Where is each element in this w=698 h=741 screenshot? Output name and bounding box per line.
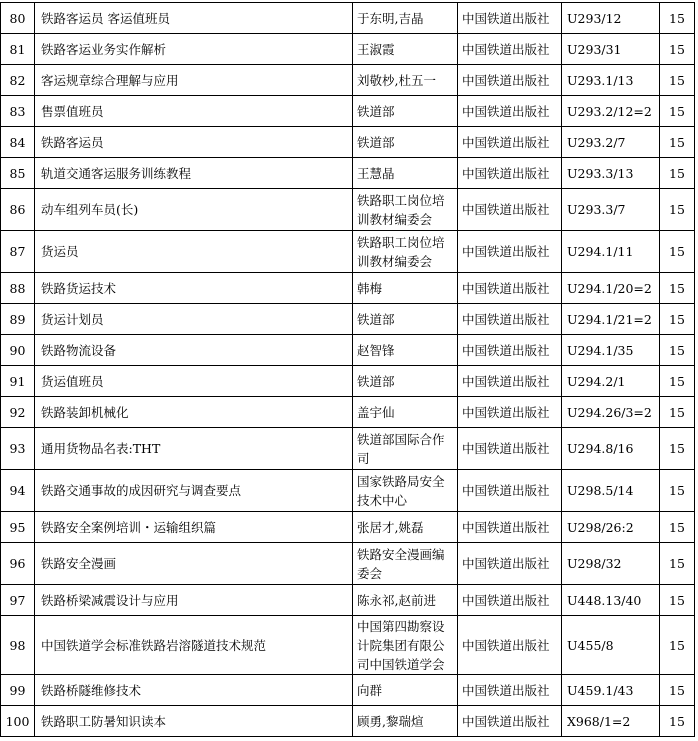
- call-number: X968/1=2: [562, 706, 660, 737]
- call-number: U293/31: [562, 34, 660, 65]
- book-author: 张居才,姚磊: [353, 512, 458, 543]
- book-publisher: 中国铁道出版社: [458, 65, 562, 96]
- table-row: [1, 65, 695, 96]
- book-author: 顾勇,黎瑞煊: [353, 706, 458, 737]
- row-number: 81: [1, 34, 35, 65]
- row-number: 92: [1, 397, 35, 428]
- row-number: 95: [1, 512, 35, 543]
- book-publisher: 中国铁道出版社: [458, 335, 562, 366]
- row-number: 93: [1, 428, 35, 470]
- book-title: 铁路桥隧维修技术: [35, 675, 353, 706]
- call-number: U294.26/3=2: [562, 397, 660, 428]
- copy-count: 15: [660, 158, 695, 189]
- copy-count: 15: [660, 3, 695, 34]
- copy-count: 15: [660, 273, 695, 304]
- book-publisher: 中国铁道出版社: [458, 470, 562, 512]
- row-number: 85: [1, 158, 35, 189]
- book-author: 王慧晶: [353, 158, 458, 189]
- book-title: 铁路桥梁减震设计与应用: [35, 585, 353, 616]
- book-publisher: 中国铁道出版社: [458, 304, 562, 335]
- copy-count: 15: [660, 428, 695, 470]
- book-author: 中国第四勘察设计院集团有限公司中国铁道学会: [353, 616, 458, 675]
- book-publisher: 中国铁道出版社: [458, 158, 562, 189]
- book-title: 售票值班员: [35, 96, 353, 127]
- book-title: 轨道交通客运服务训练教程: [35, 158, 353, 189]
- copy-count: 15: [660, 675, 695, 706]
- table-row: [1, 428, 695, 470]
- row-number: 100: [1, 706, 35, 737]
- book-publisher: 中国铁道出版社: [458, 189, 562, 231]
- call-number: U293.3/13: [562, 158, 660, 189]
- book-title: 货运计划员: [35, 304, 353, 335]
- call-number: U298/32: [562, 543, 660, 585]
- table-row: [1, 616, 695, 675]
- book-publisher: 中国铁道出版社: [458, 127, 562, 158]
- call-number: U448.13/40: [562, 585, 660, 616]
- copy-count: 15: [660, 335, 695, 366]
- book-author: 于东明,吉晶: [353, 3, 458, 34]
- book-title: 铁路货运技术: [35, 273, 353, 304]
- call-number: U293.3/7: [562, 189, 660, 231]
- book-publisher: 中国铁道出版社: [458, 366, 562, 397]
- call-number: U459.1/43: [562, 675, 660, 706]
- table-body: [1, 3, 695, 737]
- copy-count: 15: [660, 706, 695, 737]
- book-title: 货运员: [35, 231, 353, 273]
- row-number: 84: [1, 127, 35, 158]
- book-author: 韩梅: [353, 273, 458, 304]
- book-publisher: 中国铁道出版社: [458, 96, 562, 127]
- book-title: 铁路装卸机械化: [35, 397, 353, 428]
- table-row: [1, 366, 695, 397]
- row-number: 94: [1, 470, 35, 512]
- copy-count: 15: [660, 65, 695, 96]
- table-row: [1, 543, 695, 585]
- table-row: [1, 96, 695, 127]
- book-publisher: 中国铁道出版社: [458, 3, 562, 34]
- book-author: 铁路安全漫画编委会: [353, 543, 458, 585]
- row-number: 97: [1, 585, 35, 616]
- book-title: 铁路安全漫画: [35, 543, 353, 585]
- row-number: 91: [1, 366, 35, 397]
- book-publisher: 中国铁道出版社: [458, 675, 562, 706]
- book-author: 铁道部: [353, 366, 458, 397]
- book-author: 铁道部: [353, 96, 458, 127]
- book-publisher: 中国铁道出版社: [458, 428, 562, 470]
- book-publisher: 中国铁道出版社: [458, 543, 562, 585]
- book-title: 中国铁道学会标准铁路岩溶隧道技术规范: [35, 616, 353, 675]
- row-number: 98: [1, 616, 35, 675]
- book-author: 王淑霞: [353, 34, 458, 65]
- copy-count: 15: [660, 231, 695, 273]
- book-author: 铁道部: [353, 127, 458, 158]
- call-number: U298.5/14: [562, 470, 660, 512]
- table-row: [1, 189, 695, 231]
- row-number: 99: [1, 675, 35, 706]
- row-number: 82: [1, 65, 35, 96]
- book-title: 铁路职工防暑知识读本: [35, 706, 353, 737]
- book-publisher: 中国铁道出版社: [458, 397, 562, 428]
- table-row: [1, 34, 695, 65]
- table-row: [1, 470, 695, 512]
- book-title: 铁路客运业务实作解析: [35, 34, 353, 65]
- book-title: 动车组列车员(长): [35, 189, 353, 231]
- copy-count: 15: [660, 366, 695, 397]
- copy-count: 15: [660, 96, 695, 127]
- copy-count: 15: [660, 127, 695, 158]
- book-list-table: [0, 2, 695, 737]
- call-number: U293.2/7: [562, 127, 660, 158]
- table-row: [1, 335, 695, 366]
- book-title: 铁路客运员 客运值班员: [35, 3, 353, 34]
- table-row: [1, 585, 695, 616]
- table-row: [1, 127, 695, 158]
- call-number: U293/12: [562, 3, 660, 34]
- copy-count: 15: [660, 616, 695, 675]
- table-row: [1, 675, 695, 706]
- table-row: [1, 273, 695, 304]
- book-author: 国家铁路局安全技术中心: [353, 470, 458, 512]
- copy-count: 15: [660, 189, 695, 231]
- book-publisher: 中国铁道出版社: [458, 616, 562, 675]
- copy-count: 15: [660, 585, 695, 616]
- table-row: [1, 158, 695, 189]
- book-author: 铁路职工岗位培训教材编委会: [353, 189, 458, 231]
- row-number: 87: [1, 231, 35, 273]
- table-row: [1, 397, 695, 428]
- book-title: 铁路客运员: [35, 127, 353, 158]
- table-row: [1, 706, 695, 737]
- book-publisher: 中国铁道出版社: [458, 512, 562, 543]
- book-title: 通用货物品名表:THT: [35, 428, 353, 470]
- copy-count: 15: [660, 304, 695, 335]
- book-author: 陈永祁,赵前进: [353, 585, 458, 616]
- copy-count: 15: [660, 543, 695, 585]
- table-row: [1, 231, 695, 273]
- copy-count: 15: [660, 34, 695, 65]
- table-row: [1, 3, 695, 34]
- call-number: U294.1/20=2: [562, 273, 660, 304]
- row-number: 90: [1, 335, 35, 366]
- book-publisher: 中国铁道出版社: [458, 34, 562, 65]
- row-number: 89: [1, 304, 35, 335]
- call-number: U294.2/1: [562, 366, 660, 397]
- book-author: 赵智锋: [353, 335, 458, 366]
- book-publisher: 中国铁道出版社: [458, 273, 562, 304]
- row-number: 83: [1, 96, 35, 127]
- call-number: U294.1/21=2: [562, 304, 660, 335]
- book-publisher: 中国铁道出版社: [458, 706, 562, 737]
- book-author: 刘敬杪,杜五一: [353, 65, 458, 96]
- table-row: [1, 304, 695, 335]
- row-number: 86: [1, 189, 35, 231]
- copy-count: 15: [660, 470, 695, 512]
- call-number: U294.1/35: [562, 335, 660, 366]
- book-publisher: 中国铁道出版社: [458, 585, 562, 616]
- call-number: U294.8/16: [562, 428, 660, 470]
- call-number: U293.2/12=2: [562, 96, 660, 127]
- book-title: 铁路物流设备: [35, 335, 353, 366]
- row-number: 96: [1, 543, 35, 585]
- book-title: 货运值班员: [35, 366, 353, 397]
- book-title: 铁路安全案例培训・运输组织篇: [35, 512, 353, 543]
- copy-count: 15: [660, 512, 695, 543]
- copy-count: 15: [660, 397, 695, 428]
- book-publisher: 中国铁道出版社: [458, 231, 562, 273]
- book-author: 铁道部国际合作司: [353, 428, 458, 470]
- table-row: [1, 512, 695, 543]
- book-title: 客运规章综合理解与应用: [35, 65, 353, 96]
- call-number: U294.1/11: [562, 231, 660, 273]
- book-author: 铁路职工岗位培训教材编委会: [353, 231, 458, 273]
- call-number: U293.1/13: [562, 65, 660, 96]
- call-number: U298/26:2: [562, 512, 660, 543]
- book-author: 盖宇仙: [353, 397, 458, 428]
- book-author: 铁道部: [353, 304, 458, 335]
- book-author: 向群: [353, 675, 458, 706]
- row-number: 80: [1, 3, 35, 34]
- call-number: U455/8: [562, 616, 660, 675]
- row-number: 88: [1, 273, 35, 304]
- book-title: 铁路交通事故的成因研究与调查要点: [35, 470, 353, 512]
